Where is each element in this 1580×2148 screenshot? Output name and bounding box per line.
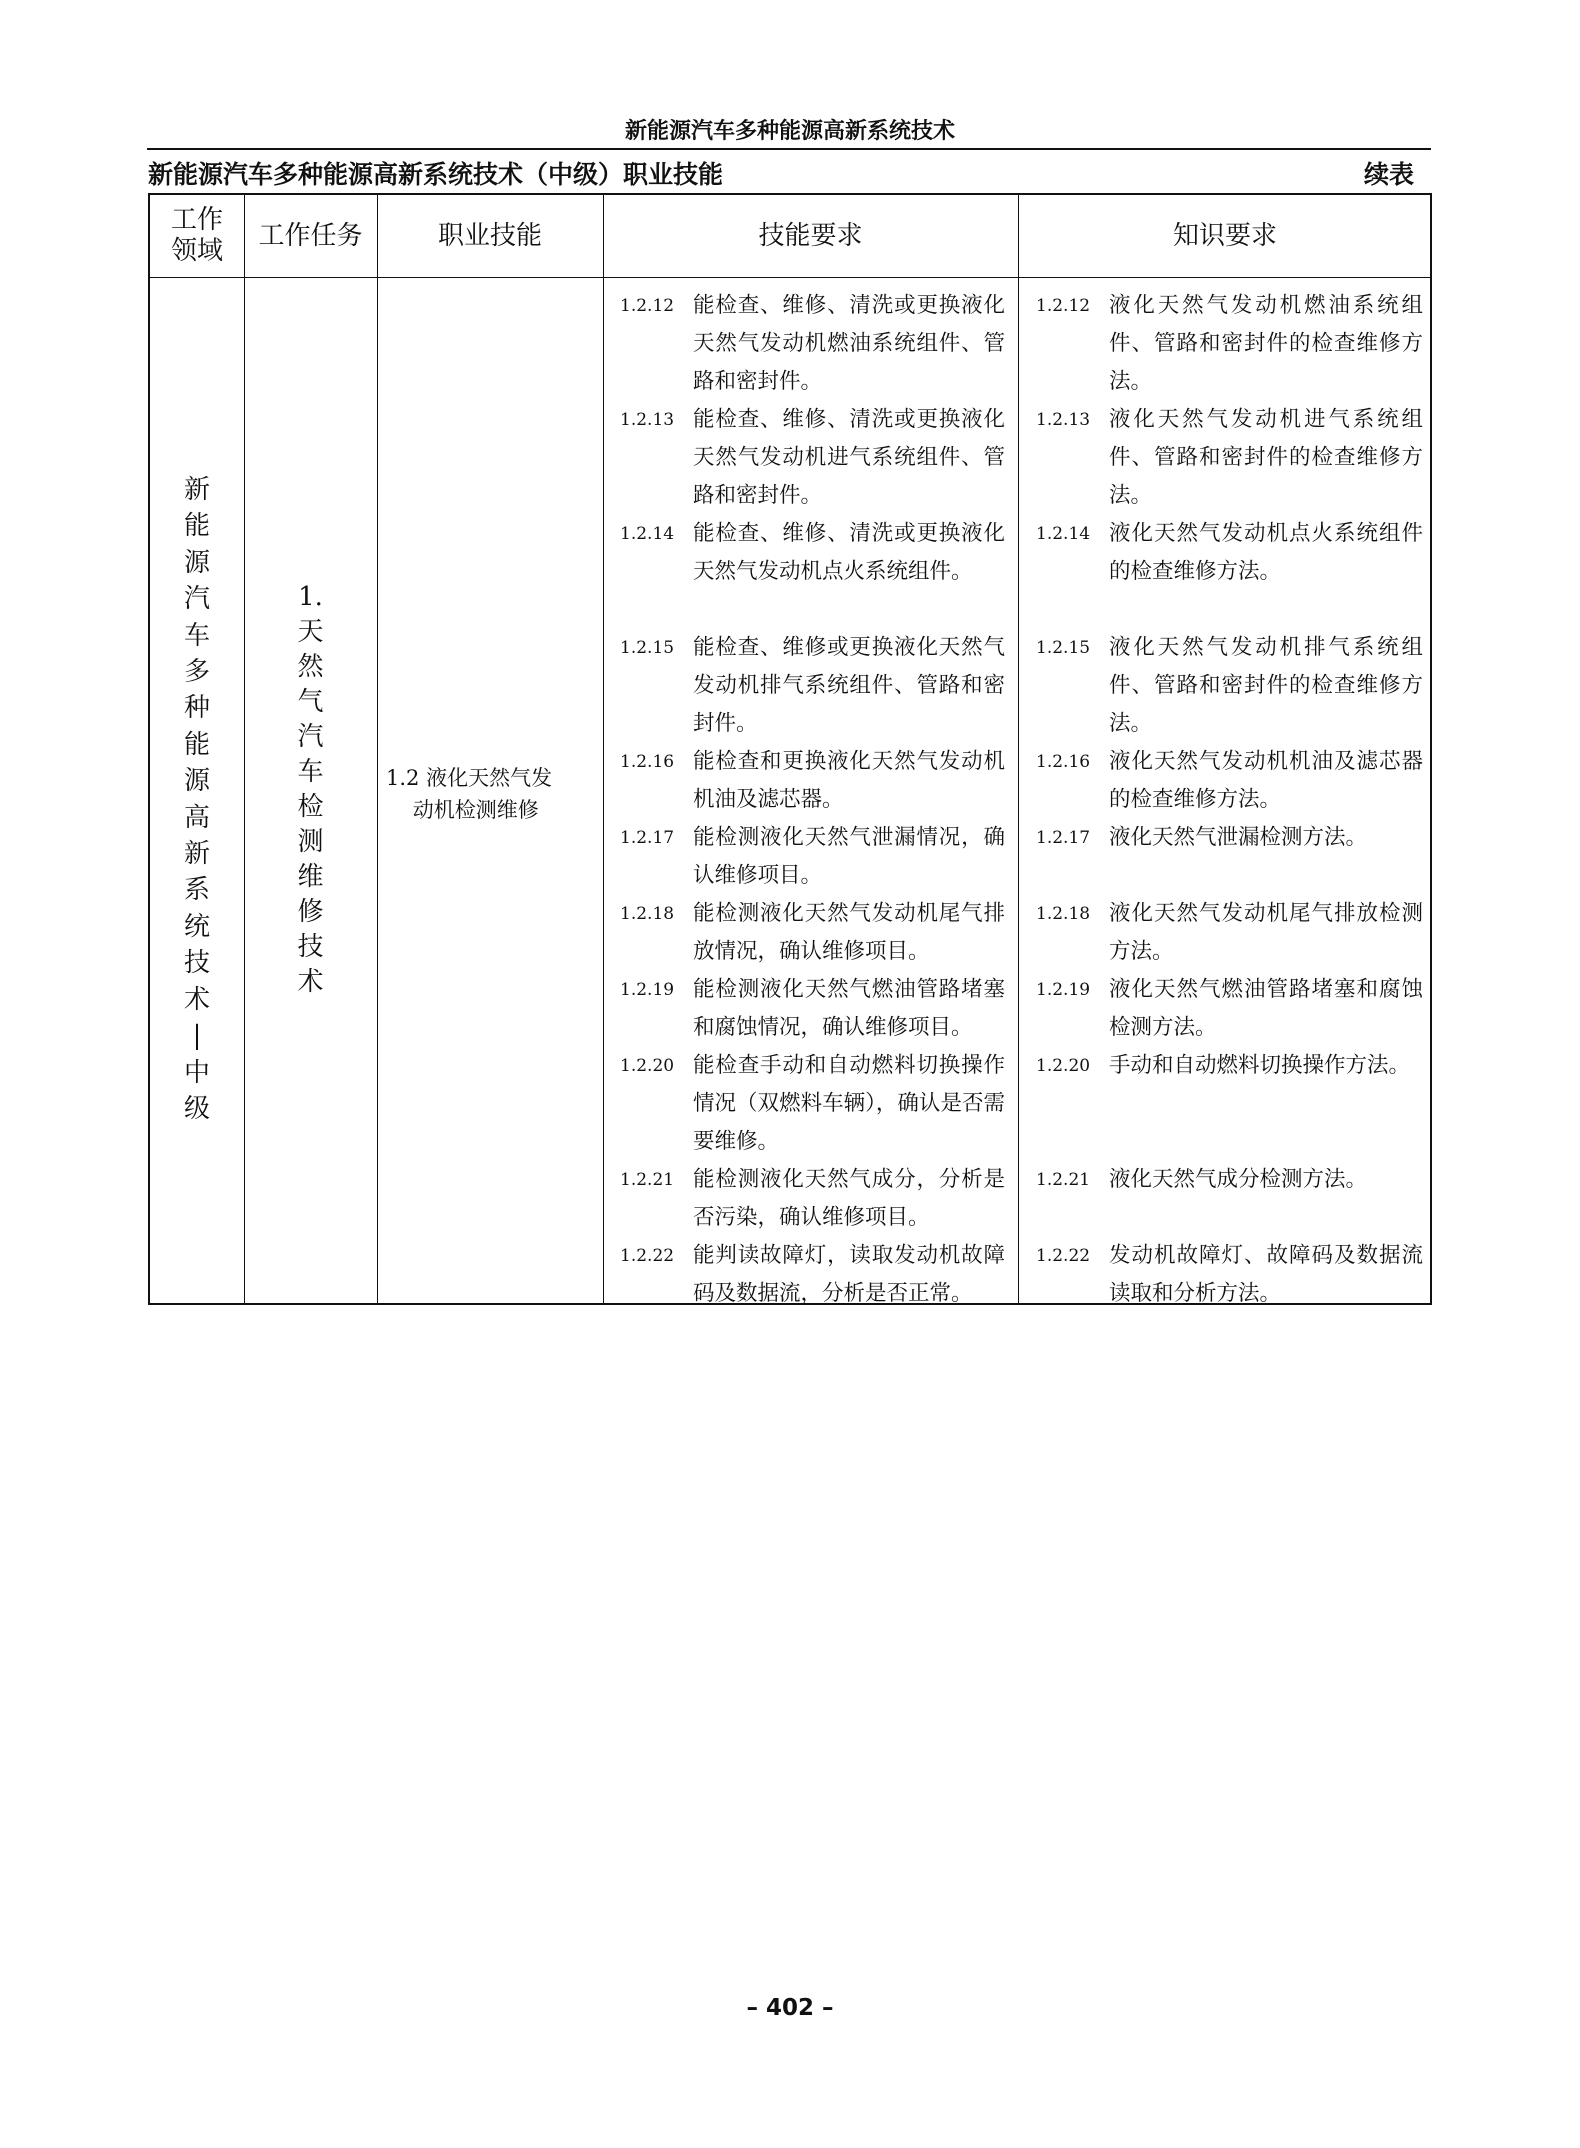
column-divider <box>603 195 604 1303</box>
running-header: 新能源汽车多种能源高新系统技术 <box>624 119 955 144</box>
column-header-task: 工作任务 <box>258 220 363 251</box>
work-task-cell: 1. 天 然 气 汽 车 检 测 维 修 技 术 <box>297 582 324 997</box>
column-header-knowledge-requirements: 知识要求 <box>1172 220 1277 251</box>
table-title: 新能源汽车多种能源高新系统技术（中级）职业技能 <box>148 160 724 189</box>
column-header-skill-requirements: 技能要求 <box>758 220 863 251</box>
column-header-domain: 工作 领域 <box>170 205 223 266</box>
work-domain-cell: 新 能 源 汽 车 多 种 能 源 高 新 系 统 技 术 | 中 级 <box>183 475 210 1124</box>
header-rule <box>147 148 1431 150</box>
table-continued-label: 续表 <box>1363 160 1414 189</box>
page-number: – 402 – <box>746 1995 834 2021</box>
column-divider <box>1018 195 1019 1303</box>
column-header-skill: 职业技能 <box>437 220 542 251</box>
occupational-skill-cell: 1.2 液化天然气发 动机检测维修 <box>386 766 553 822</box>
skills-table: 工作 领域 工作任务 职业技能 技能要求 知识要求 新 能 源 汽 车 多 种 能 源 高 新 系 统 技 术 | 中 级 1. 天 然 气 汽 车 检 测 维 修 技 术 1.2 液化天然气发 动机检测维修 1.2.12 能检查、维修、清洗或更换液化天然气发动机燃油系统组件、管路和密封件。 1.2.13 能检查、维修、清洗或更换液化天然气发动机进气系统组件、管路和密封件。 1.2.14 能检查、维修、清洗或更换液化天然气发动机点火系统组件。 1.2.15 能检查、维修或更换液化天然气发动机排气系统组件、管路和密封件。 1.2.16 能检查和更换液化天然气发动机机油及滤芯器。 1.2.17 能检测液化天然气泄漏情况，确认维修项目。 1.2.18 能检测液化天然气发动机尾气排放情况，确认维修项目。 1.2.19 能检测液化天然气燃油管路堵塞和腐蚀情况，确认维修项目。 1.2.20 能检查手动和自动燃料切换操作情况（双燃料车辆），确认是否需要维修。 1.2.21 能检测液化天然气成分，分析是否污染，确认维修项目。 1.2.22 能判读故障灯，读取发动机故障码及数据流，分析是否正常。 1.2.12 液化天然气发动机燃油系统组件、管路和密封件的检查维修方法。 1.2.13 液化天然气发动机进气系统组件、管路和密封件的检查维修方法。 1.2.14 液化天然气发动机点火系统组件的检查维修方法。 1.2.15 液化天然气发动机排气系统组件、管路和密封件的检查维修方法。 1.2.16 液化天然气发动机机油及滤芯器的检查维修方法。 1.2.17 液化天然气泄漏检测方法。 1.2.18 液化天然气发动机尾气排放检测方法。 1.2.19 液化天然气燃油管路堵塞和腐蚀检测方法。 1.2.20 手动和自动燃料切换操作方法。 1.2.21 液化天然气成分检测方法。 1.2.22 发动机故障灯、故障码及数据流读取和分析方法。 <box>148 193 1432 1305</box>
column-divider <box>377 195 378 1303</box>
header-row-divider <box>150 277 1430 278</box>
table-title-bar <box>148 155 1414 189</box>
